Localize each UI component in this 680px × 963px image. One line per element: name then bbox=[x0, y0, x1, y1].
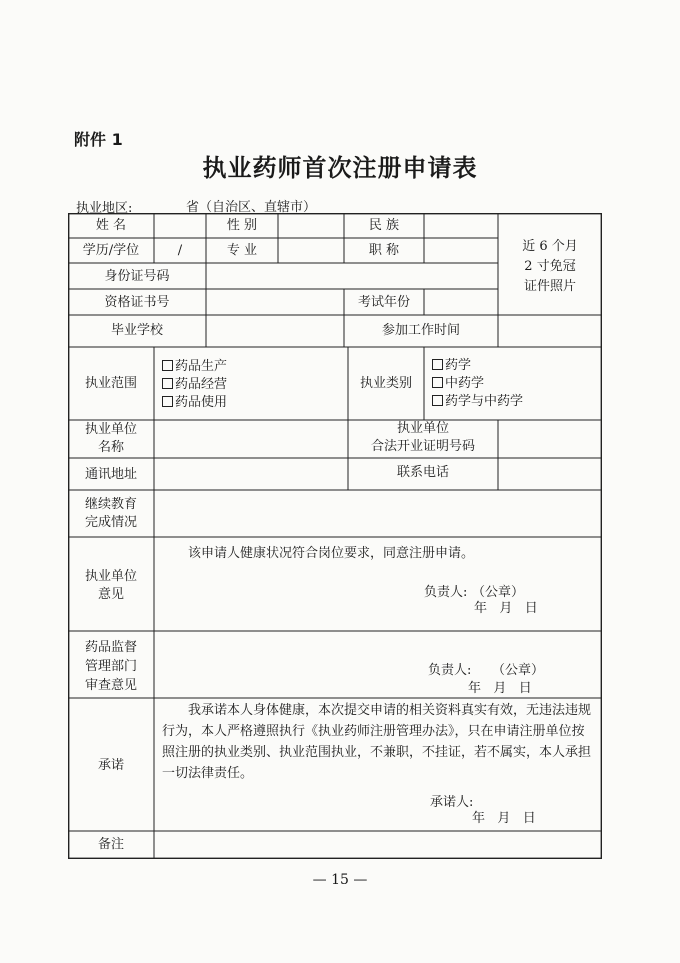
unit-name-label-line1: 执业单位 bbox=[84, 422, 137, 437]
school-label: 毕业学校 bbox=[110, 323, 163, 338]
id-number-label: 身份证号码 bbox=[104, 269, 170, 284]
cont-edu-label-line1: 继续教育 bbox=[84, 497, 137, 512]
work-start-label: 参加工作时间 bbox=[381, 323, 460, 338]
unit-opinion-text: 该申请人健康状况符合岗位要求，同意注册申请。 bbox=[188, 546, 475, 561]
photo-note-line3: 证件照片 bbox=[523, 279, 576, 294]
attachment-label: 附件 1 bbox=[74, 130, 123, 149]
address-label: 通讯地址 bbox=[84, 467, 137, 482]
checkbox-icon[interactable] bbox=[162, 396, 173, 407]
ethnicity-label: 民 族 bbox=[368, 218, 400, 233]
region-suffix: 省（自治区、直辖市） bbox=[186, 200, 317, 215]
photo-note-line1: 近 6 个月 bbox=[522, 239, 578, 254]
checkbox-icon[interactable] bbox=[432, 359, 443, 370]
phone-label: 联系电话 bbox=[396, 465, 449, 480]
professional-title-label: 职 称 bbox=[368, 243, 400, 258]
exam-year-label: 考试年份 bbox=[357, 295, 410, 310]
promise-label: 承诺 bbox=[97, 758, 124, 773]
unit-license-label-line2: 合法开业证明号码 bbox=[370, 439, 475, 454]
education-slash: / bbox=[177, 243, 183, 258]
scope-option-use[interactable]: 药品使用 bbox=[162, 393, 227, 413]
category-label: 执业类别 bbox=[359, 376, 412, 391]
promise-text: 我承诺本人身体健康，本次提交申请的相关资料真实有效，无违法违规行为，本人严格遵照执行《执业药师注册管理办法》，只在申请注册单位按照注册的执业类别、执业范围执业，不兼职，不挂证，若不属实，本人承担一切法律责任。 bbox=[162, 703, 592, 781]
checkbox-icon[interactable] bbox=[162, 378, 173, 389]
photo-note-line2: 2 寸免冠 bbox=[524, 259, 576, 274]
unit-opinion-date: 年 月 日 bbox=[474, 601, 538, 616]
major-label: 专 业 bbox=[226, 243, 258, 258]
scope-option-production[interactable]: 药品生产 bbox=[162, 357, 227, 377]
category-option-tcm[interactable]: 中药学 bbox=[432, 374, 484, 394]
scope-label: 执业范围 bbox=[84, 376, 137, 391]
page-number: — 15 — bbox=[312, 872, 368, 888]
category-option-both[interactable]: 药学与中药学 bbox=[432, 392, 523, 412]
fda-seal-label: （公章） bbox=[492, 663, 545, 678]
unit-license-label-line1: 执业单位 bbox=[396, 421, 449, 436]
promiser-label: 承诺人: bbox=[430, 795, 474, 810]
form-title: 执业药师首次注册申请表 bbox=[202, 153, 478, 182]
checkbox-icon[interactable] bbox=[432, 377, 443, 388]
fda-label-line2: 管理部门 bbox=[84, 659, 137, 674]
unit-name-label-line2: 名称 bbox=[97, 440, 124, 455]
fda-responsible-label: 负责人: bbox=[428, 663, 472, 678]
promise-date: 年 月 日 bbox=[472, 811, 536, 826]
cert-number-label: 资格证书号 bbox=[104, 295, 170, 310]
application-form bbox=[68, 213, 602, 859]
checkbox-icon[interactable] bbox=[432, 395, 443, 406]
region-label: 执业地区: bbox=[76, 201, 133, 216]
checkbox-icon[interactable] bbox=[162, 360, 173, 371]
unit-opinion-label-line1: 执业单位 bbox=[84, 569, 137, 584]
name-label: 姓 名 bbox=[95, 218, 127, 233]
cont-edu-label-line2: 完成情况 bbox=[84, 515, 137, 530]
fda-label-line3: 审查意见 bbox=[84, 678, 137, 693]
unit-responsible-label: 负责人: bbox=[424, 585, 468, 600]
remarks-label: 备注 bbox=[97, 837, 124, 852]
fda-label-line1: 药品监督 bbox=[84, 640, 137, 655]
gender-label: 性 别 bbox=[226, 218, 258, 233]
education-label: 学历/学位 bbox=[82, 243, 140, 258]
fda-review-date: 年 月 日 bbox=[468, 681, 532, 696]
unit-opinion-label-line2: 意见 bbox=[97, 587, 124, 602]
unit-seal-label: （公章） bbox=[472, 585, 525, 600]
scope-option-distribution[interactable]: 药品经营 bbox=[162, 375, 227, 395]
category-option-pharmacy[interactable]: 药学 bbox=[432, 356, 471, 376]
